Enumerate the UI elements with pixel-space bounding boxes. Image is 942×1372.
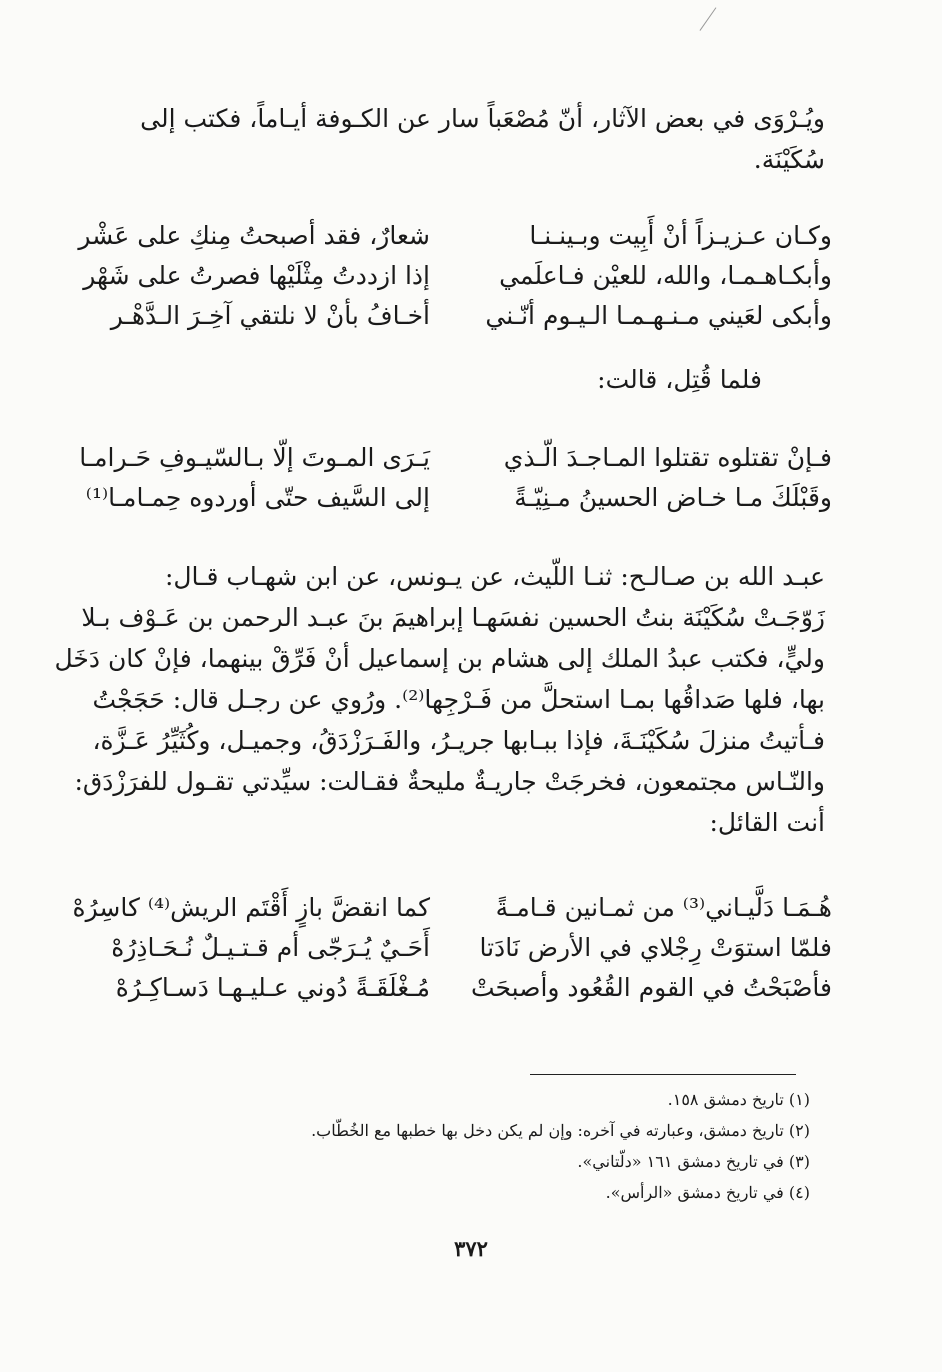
paragraph-line: والنّـاس مجتمعون، فخرجَتْ جاريـةٌ مليحةٌ فقـالت: سيِّدتي تقـول للفرَزْدَق: — [74, 767, 825, 796]
verse-line — [85, 478, 832, 518]
verse-second-hemistich: أَحَـيٌ يُـرَجّى أم قـتـيـلٌ نُـحَـاذِرُهْ — [111, 933, 430, 962]
narrative-paragraph — [54, 556, 825, 843]
paragraph-line: فـأتيتُ منزلَ سُكَيْنَـةَ، فإذا ببـابها جريـرُ، والفَـرَزْدَقُ، وجميـل، وكُثَيِّرُ عَـزَّة، — [92, 726, 825, 755]
verse-first-hemistich: هُـمَـا دَلَّيـاني⁽³⁾ من ثمـانين قـامـةً — [495, 893, 832, 922]
verse-first-hemistich: وكـان عـزيـزاً أنْ أَبِيت وبـينـنـا — [529, 221, 832, 250]
verse-first-hemistich: فأصْبَحْتُ في القوم القُعُود وأصبحَتْ — [471, 973, 832, 1002]
paragraph-line: زَوّجَـتْ سُكَيْنَة بنتُ الحسين نفسَهـا إبراهيمَ بنَ عبـد الرحمن بن عَـوْف بـلا — [81, 603, 825, 632]
paragraph-line: بها، فلها صَداقُها بمـا استحلَّ من فَـرْجِها⁽²⁾. ورُوي عن رجـل قال: حَجَجْتُ — [92, 685, 825, 714]
footnote-divider — [530, 1074, 796, 1075]
verse-second-hemistich: إذا ازددتُ مِثْلَيْها فصرتُ على شَهْر — [83, 261, 430, 290]
footnote: (٤) في تاريخ دمشق «الرأس». — [605, 1183, 810, 1202]
verse-line — [100, 968, 832, 1008]
verse-line — [78, 216, 832, 256]
narration-line: فلما قُتِل، قالت: — [597, 365, 762, 394]
intro-line: ويُـرْوَى في بعض الآثار، أنّ مُصْعَباً سار عن الكـوفة أيـاماً، فكتب إلى — [140, 104, 825, 133]
footnote: (١) تاريخ دمشق ١٥٨. — [667, 1090, 810, 1109]
verse-line — [83, 256, 832, 296]
intro-line: سُكَيْنَة. — [753, 145, 825, 174]
footnote: (٣) في تاريخ دمشق ١٦١ «دلّتاني». — [577, 1152, 810, 1171]
paragraph-line: وليٍّ، فكتب عبدُ الملك إلى هشام بن إسماعيل أنْ فَرِّقْ بينهما، فإنْ كان دَخَل — [54, 644, 825, 673]
verse-second-hemistich: يَـرَى المـوتَ إلّا بـالسّيـوفِ حَـرامـا — [79, 443, 430, 472]
verse-first-hemistich: وقَبْلَكَ مـا خـاض الحسينُ مـنِيّـةً — [514, 483, 832, 512]
paragraph-line: أنت القائل: — [709, 808, 825, 837]
verse-line — [72, 888, 832, 928]
verse-second-hemistich: شعارٌ، فقد أصبحتُ مِنكِ على عَشْر — [78, 221, 430, 250]
page-number: ٣٧٢ — [454, 1236, 488, 1261]
verse-first-hemistich: وأبكـاهـمـا، والله، للعيْن فـاعلَمي — [499, 261, 832, 290]
footnotes — [150, 1084, 810, 1208]
footnote: (٢) تاريخ دمشق، وعبارته في آخره: وإن لم يكن دخل بها خطبها مع الخُطّاب. — [311, 1121, 810, 1140]
scan-mark — [700, 7, 717, 31]
verse-line — [100, 296, 832, 336]
verse-second-hemistich: أخـافُ بأنْ لا نلتقي آخِـرَ الـدَّهْـر — [110, 301, 430, 330]
verse-block-3 — [72, 888, 832, 1008]
verse-block-2 — [79, 438, 832, 518]
verse-first-hemistich: فـإنْ تقتلوه تقتلوا المـاجـدَ الّـذي — [503, 443, 832, 472]
paragraph-line: عبـد الله بن صـالـح: ثنـا اللّيث، عن يـونس، عن ابن شهـاب قـال: — [164, 562, 825, 591]
intro-paragraph — [105, 98, 825, 180]
verse-line — [79, 438, 832, 478]
verse-line — [100, 928, 832, 968]
verse-second-hemistich: مُـغْلَقَـةً دُوني عـليـهـا دَسـاكِـرُهْ — [115, 973, 430, 1002]
verse-second-hemistich: كما انقضَّ بازٍ أَقْتَم الريش⁽⁴⁾ كاسِرُهْ — [72, 893, 430, 922]
verse-block-1 — [78, 216, 832, 336]
verse-first-hemistich: وأبكى لعَيني مـنـهـمـا الـيـوم أنّـني — [485, 301, 832, 330]
verse-second-hemistich: إلى السَّيف حتّى أوردوه حِمـامـا⁽¹⁾ — [85, 483, 430, 512]
verse-first-hemistich: فلمّا استوَتْ رِجْلاي في الأرض نَادَتا — [479, 933, 832, 962]
